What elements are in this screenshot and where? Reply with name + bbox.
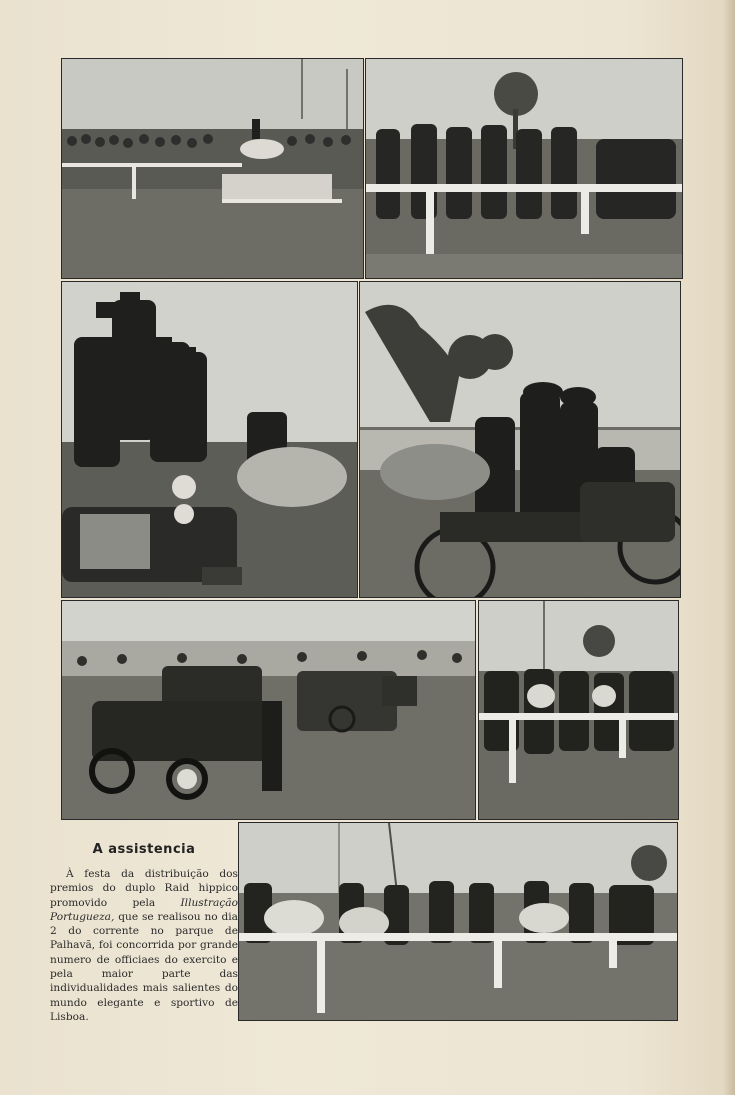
- magazine-name: Illustração Portugueza,: [50, 896, 238, 923]
- article-body-part1: À festa da distribuição dos premios do duplo Raid hippico promovido pela: [50, 868, 238, 909]
- photo-motor-cars: [61, 600, 476, 820]
- article-body-part2: que se realisou no dia 2 do corrente no parque de Palhavã, foi concorrida por grande numero de officiaes do exercito e pela maior parte das individualidades mais salientes do mundo elegante e sportivo de Lisboa.: [50, 910, 238, 1023]
- photo-gentlemen-top-hats: [61, 281, 358, 598]
- photo-mounted-riders-fence: [365, 58, 683, 279]
- page-spine-shadow: [723, 0, 735, 1095]
- photo-officers-white-fence: [238, 822, 678, 1021]
- article-body: [50, 867, 238, 1024]
- article-caption: [50, 842, 238, 1024]
- photo-riders-rail: [478, 600, 679, 820]
- photo-horse-jump: [61, 58, 364, 279]
- photo-ladies-carriage: [359, 281, 681, 598]
- article-title: A assistencia: [92, 842, 196, 857]
